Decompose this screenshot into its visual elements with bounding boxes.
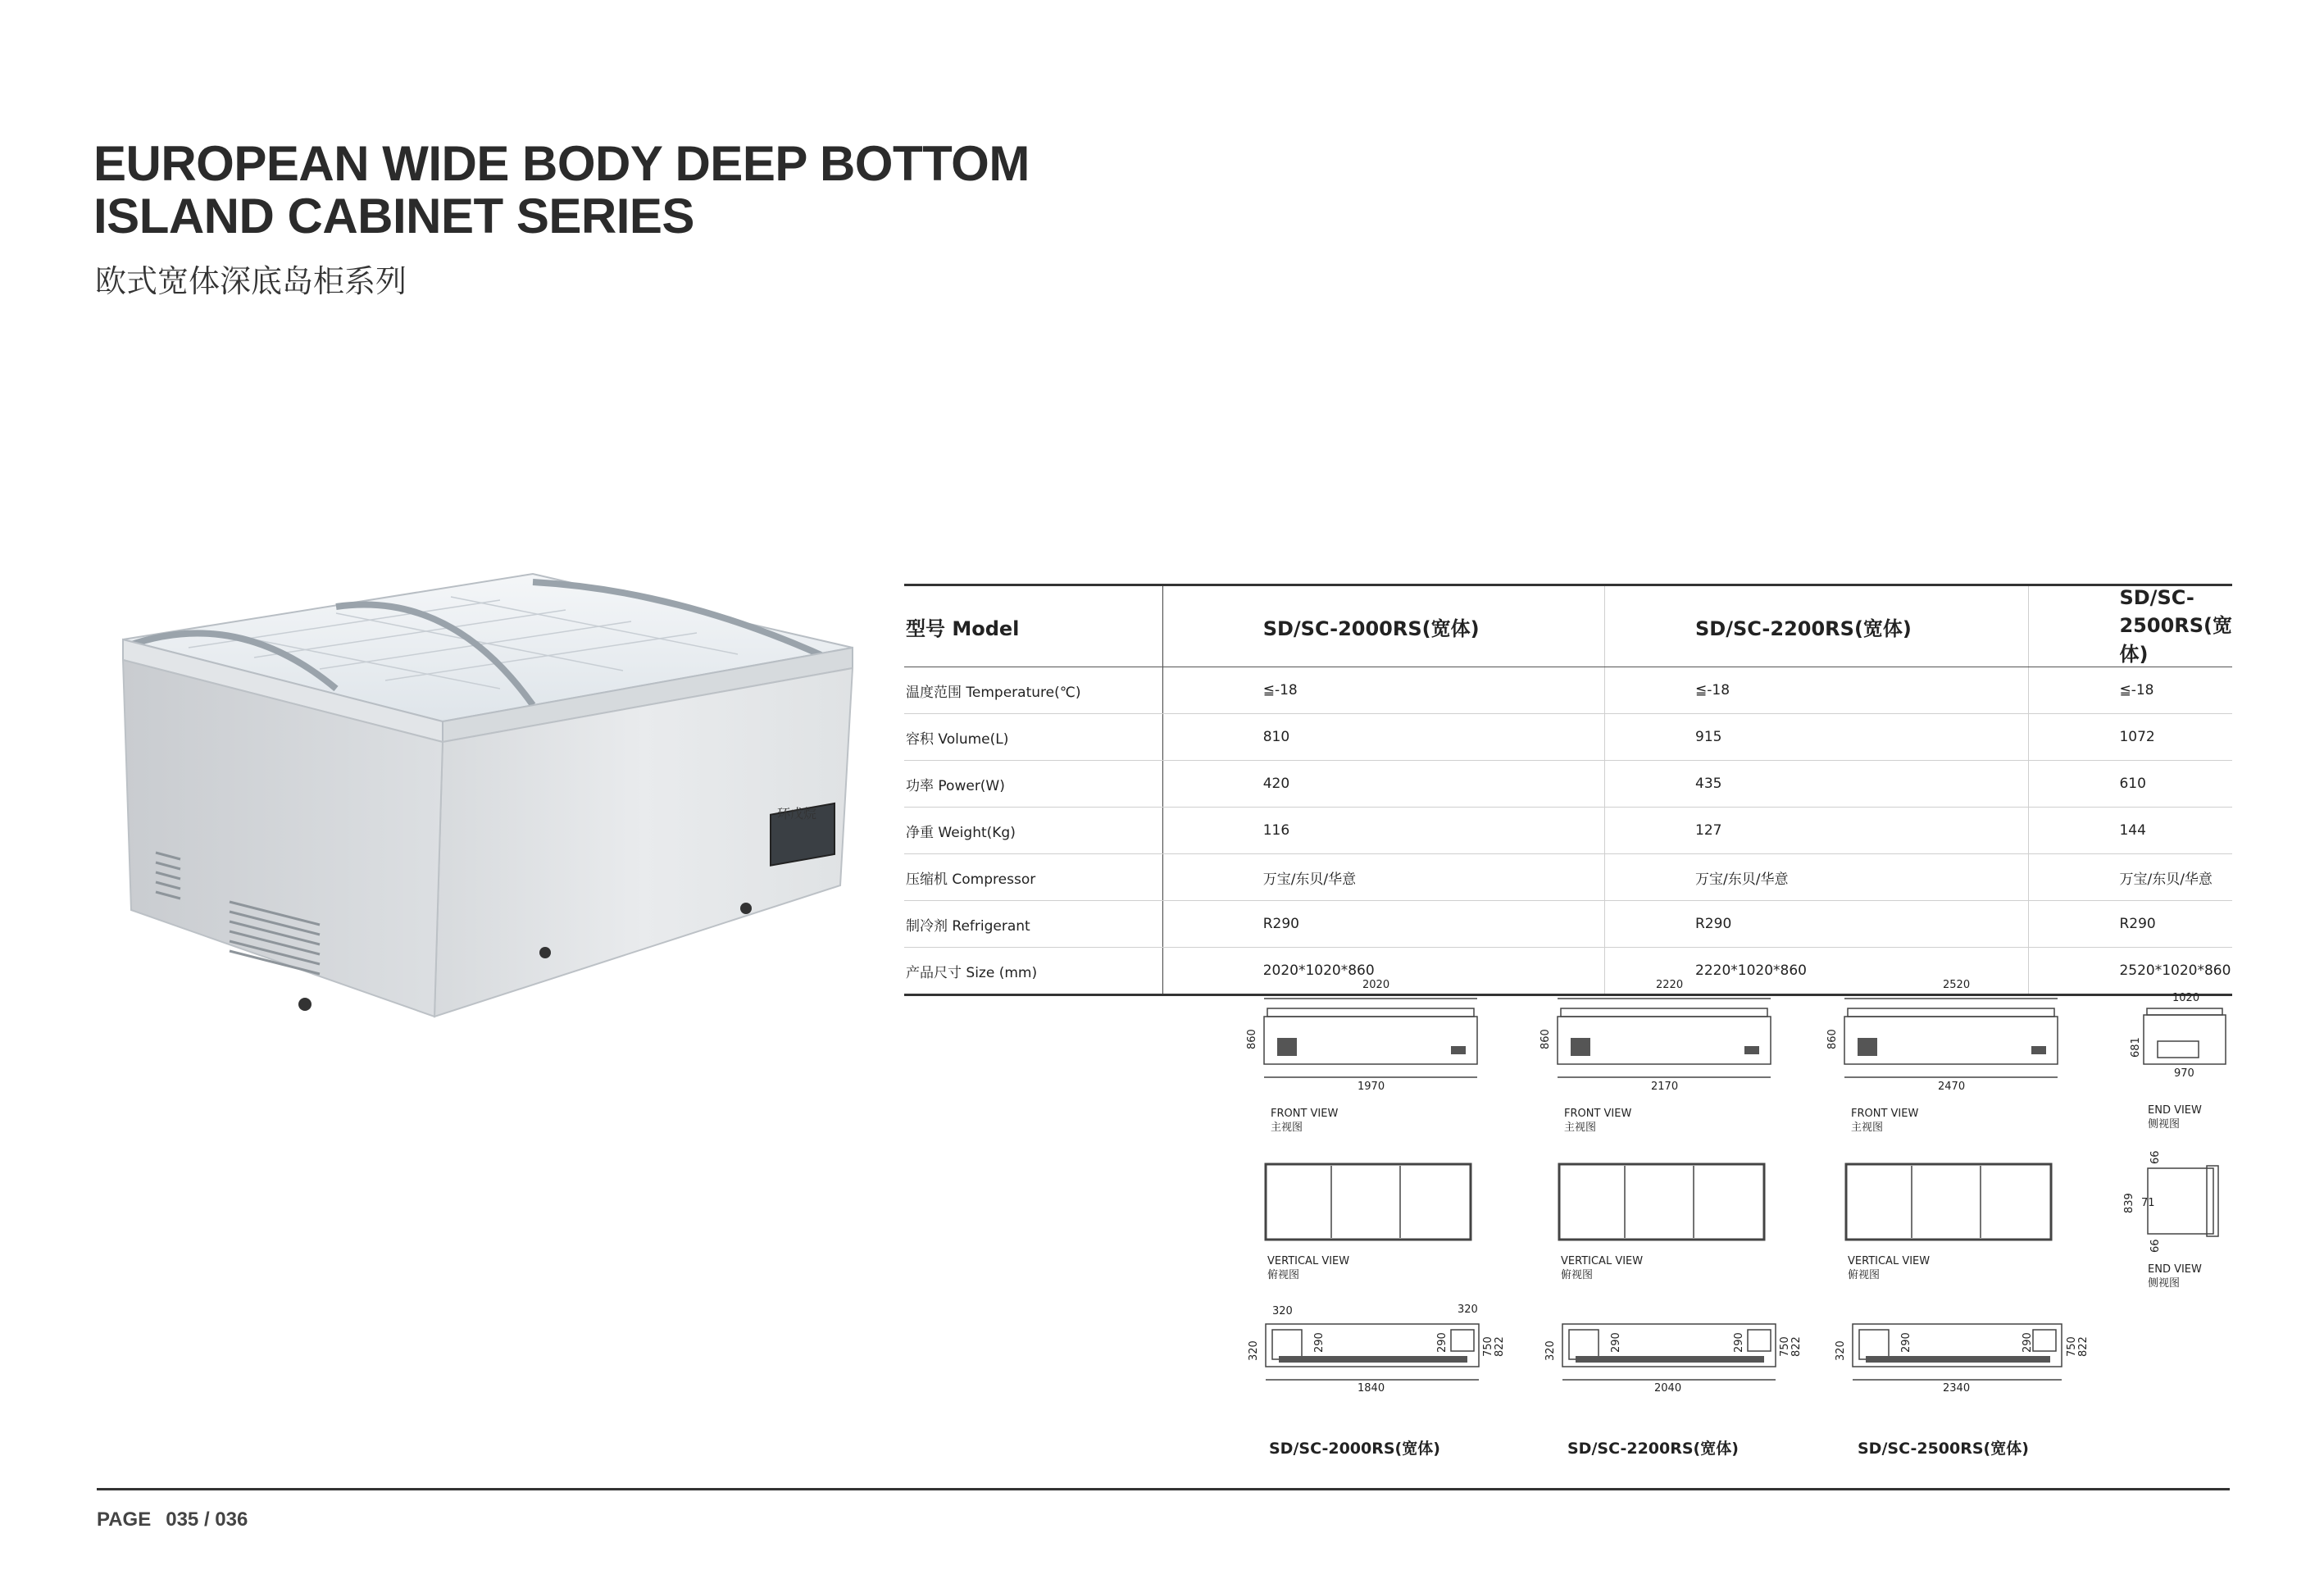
- sec-750-3: 750: [2066, 1336, 2078, 1357]
- page-subtitle: 欧式宽体深底岛柜系列: [95, 263, 407, 299]
- technical-drawings: [1246, 976, 2238, 1467]
- dim-height-2: 860: [1539, 1029, 1552, 1049]
- spec-value-cell: 1072: [2029, 714, 2232, 761]
- spec-row: [904, 761, 2232, 808]
- dim-width-bottom-2: 2170: [1651, 1081, 1679, 1093]
- end2-dim-a: 66: [2149, 1150, 2162, 1164]
- title-line-1: EUROPEAN WIDE BODY DEEP BOTTOM: [93, 136, 1030, 191]
- spec-value-cell: SD/SC-2200RS(宽体): [1605, 585, 2029, 667]
- sec-right-1: 320: [1458, 1304, 1478, 1316]
- spec-value-cell: ≦-18: [1605, 667, 2029, 714]
- spec-value-cell: 2020*1020*860: [1162, 948, 1604, 995]
- dim-width-top-1: 2020: [1362, 979, 1390, 991]
- sec-h-1: 320: [1248, 1340, 1260, 1361]
- end-view-label-1: END VIEW 侧视图: [2148, 1104, 2202, 1131]
- dim-width-top-3: 2520: [1943, 979, 1971, 991]
- spec-value-cell: R290: [1605, 901, 2029, 948]
- sec-h-2: 320: [1544, 1340, 1557, 1361]
- end2-dim-c: 66: [2149, 1239, 2162, 1253]
- spec-label-cell: 制冷剂 Refrigerant: [904, 901, 1162, 948]
- spec-value-cell: 420: [1162, 761, 1604, 808]
- sec-750-2: 750: [1779, 1336, 1791, 1357]
- end-dim-bottom: 970: [2174, 1067, 2194, 1080]
- vertical-view-label-3: VERTICAL VIEW 俯视图: [1848, 1255, 1931, 1281]
- page-title: [93, 138, 1030, 243]
- footer-divider: [97, 1488, 2230, 1490]
- drawing-caption-3: SD/SC-2500RS(宽体): [1858, 1440, 2029, 1458]
- sec-width-3: 2340: [1943, 1382, 1971, 1395]
- drawing-lines: [1246, 976, 2238, 1467]
- spec-header-row: [904, 585, 2232, 667]
- sec-depth2-3: 290: [2022, 1332, 2034, 1353]
- dim-height-1: 860: [1246, 1029, 1258, 1049]
- end2-dim-h: 839: [2123, 1193, 2135, 1213]
- spec-value-cell: 127: [1605, 808, 2029, 854]
- spec-row: [904, 667, 2232, 714]
- spec-value-cell: 万宝/东贝/华意: [1605, 854, 2029, 901]
- dim-width-bottom-1: 1970: [1358, 1081, 1385, 1093]
- spec-value-cell: R290: [1162, 901, 1604, 948]
- spec-value-cell: 435: [1605, 761, 2029, 808]
- spec-value-cell: R290: [2029, 901, 2232, 948]
- spec-label-cell: 温度范围 Temperature(℃): [904, 667, 1162, 714]
- spec-value-cell: 116: [1162, 808, 1604, 854]
- page-number: 035 / 036: [166, 1508, 248, 1531]
- spec-row: [904, 714, 2232, 761]
- front-view-label-2: FRONT VIEW 主视图: [1564, 1108, 1632, 1134]
- sec-822-3: 822: [2077, 1336, 2090, 1357]
- end2-dim-b: 71: [2141, 1197, 2155, 1209]
- sec-750-1: 750: [1482, 1336, 1494, 1357]
- front-view-label-3: FRONT VIEW 主视图: [1851, 1108, 1919, 1134]
- page-footer: [97, 1508, 248, 1531]
- sec-822-1: 822: [1494, 1336, 1506, 1357]
- spec-label-cell: 型号 Model: [904, 585, 1162, 667]
- title-line-2: ISLAND CABINET SERIES: [93, 189, 694, 243]
- spec-value-cell: 万宝/东贝/华意: [1162, 854, 1604, 901]
- end-dim-height: 681: [2130, 1037, 2142, 1058]
- sec-depth2-1: 290: [1436, 1332, 1449, 1353]
- vertical-view-label-1: VERTICAL VIEW 俯视图: [1267, 1255, 1350, 1281]
- spec-value-cell: 万宝/东贝/华意: [2029, 854, 2232, 901]
- spec-label-cell: 压缩机 Compressor: [904, 854, 1162, 901]
- sec-left-1: 320: [1272, 1305, 1293, 1317]
- spec-value-cell: 2220*1020*860: [1605, 948, 2029, 995]
- spec-label-cell: 净重 Weight(Kg): [904, 808, 1162, 854]
- spec-table: [904, 584, 2232, 996]
- sec-width-2: 2040: [1654, 1382, 1682, 1395]
- spec-value-cell: 810: [1162, 714, 1604, 761]
- spec-row: [904, 808, 2232, 854]
- sec-h-3: 320: [1835, 1340, 1847, 1361]
- spec-value-cell: 610: [2029, 761, 2232, 808]
- sec-depth-1: 290: [1313, 1332, 1326, 1353]
- drawing-caption-1: SD/SC-2000RS(宽体): [1269, 1440, 1440, 1458]
- spec-value-cell: ≦-18: [1162, 667, 1604, 714]
- spec-value-cell: 915: [1605, 714, 2029, 761]
- footer-label: PAGE: [97, 1508, 152, 1531]
- spec-value-cell: SD/SC-2000RS(宽体): [1162, 585, 1604, 667]
- spec-label-cell: 容积 Volume(L): [904, 714, 1162, 761]
- dim-height-3: 860: [1826, 1029, 1839, 1049]
- dim-width-top-2: 2220: [1656, 979, 1684, 991]
- vertical-view-label-2: VERTICAL VIEW 俯视图: [1561, 1255, 1644, 1281]
- drawing-caption-2: SD/SC-2200RS(宽体): [1567, 1440, 1739, 1458]
- spec-label-cell: 产品尺寸 Size (mm): [904, 948, 1162, 995]
- panel-label: 环戊烷: [777, 806, 817, 821]
- sec-depth-3: 290: [1900, 1332, 1912, 1353]
- spec-value-cell: 2520*1020*860: [2029, 948, 2232, 995]
- spec-value-cell: ≦-18: [2029, 667, 2232, 714]
- sec-822-2: 822: [1790, 1336, 1803, 1357]
- spec-row: [904, 901, 2232, 948]
- spec-value-cell: SD/SC-2500RS(宽体): [2029, 585, 2232, 667]
- dim-width-bottom-3: 2470: [1938, 1081, 1966, 1093]
- sec-depth2-2: 290: [1733, 1332, 1745, 1353]
- sec-depth-2: 290: [1610, 1332, 1622, 1353]
- sec-width-1: 1840: [1358, 1382, 1385, 1395]
- spec-value-cell: 144: [2029, 808, 2232, 854]
- end-dim-top: 1020: [2172, 992, 2200, 1004]
- end-view-label-2: END VIEW 侧视图: [2148, 1263, 2202, 1290]
- front-view-label-1: FRONT VIEW 主视图: [1271, 1108, 1339, 1134]
- spec-row: [904, 854, 2232, 901]
- product-image-island-cabinet: [90, 557, 861, 1033]
- spec-label-cell: 功率 Power(W): [904, 761, 1162, 808]
